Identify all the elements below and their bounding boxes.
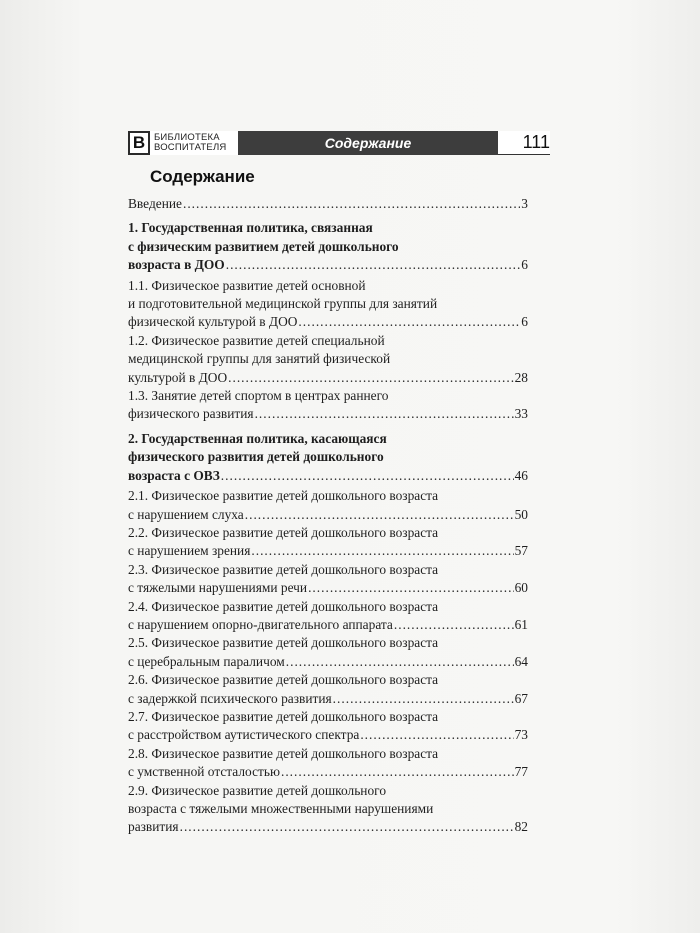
- toc-entry-line: возраста с ОВЗ: [128, 467, 220, 483]
- toc-page-number: 57: [514, 543, 528, 559]
- toc-section-1: [128, 219, 528, 274]
- series-name: [150, 131, 238, 155]
- toc-entry-line: с нарушением зрения: [128, 543, 251, 559]
- toc-entry-line: и подготовительной медицинской группы для занятий: [128, 296, 438, 312]
- toc-entry-1-2: [128, 332, 528, 387]
- toc-entry-line: 2.1. Физическое развитие детей дошкольного возраста: [128, 488, 439, 504]
- toc-entry-2-2: [128, 524, 528, 561]
- toc-page-number: 67: [514, 690, 528, 706]
- toc-entry-line: с тяжелыми нарушениями речи: [128, 580, 308, 596]
- toc-page-number: 60: [514, 580, 528, 596]
- toc-page-number: 64: [514, 653, 528, 669]
- toc-entry-line: 2.7. Физическое развитие детей дошкольного возраста: [128, 708, 439, 724]
- toc-entry-line: с физическим развитием детей дошкольного: [128, 238, 399, 254]
- toc-entry-line: культурой в ДОО: [128, 369, 228, 385]
- dot-leader: [298, 313, 520, 331]
- section-title-bar: [238, 131, 498, 155]
- toc-section-2: [128, 430, 528, 485]
- dot-leader: [308, 579, 514, 597]
- toc-entry-line: 2. Государственная политика, касающаяся: [128, 430, 387, 446]
- toc-entry-line: медицинской группы для занятий физической: [128, 351, 391, 367]
- toc-entry-line: физического развития детей дошкольного: [128, 449, 384, 465]
- toc-page-number: 28: [514, 369, 528, 385]
- toc-entry-2-6: [128, 671, 528, 708]
- toc-entry-line: 1. Государственная политика, связанная: [128, 220, 373, 236]
- toc-entry-2-9: [128, 782, 528, 837]
- toc-entry-2-7: [128, 708, 528, 745]
- dot-leader: [286, 653, 514, 671]
- dot-leader: [228, 369, 513, 387]
- toc-page-number: 3: [521, 196, 528, 211]
- toc-entry-title: Введение: [128, 196, 182, 211]
- toc-entry-line: 2.8. Физическое развитие детей дошкольного возраста: [128, 745, 439, 761]
- toc-page-number: 61: [514, 616, 528, 632]
- series-name-line2: ВОСПИТАТЕЛЯ: [154, 142, 227, 153]
- toc-entry-2-8: [128, 745, 528, 782]
- table-of-contents: [128, 195, 528, 837]
- toc-entry-line: физической культурой в ДОО: [128, 314, 298, 330]
- toc-page-number: 82: [514, 819, 528, 835]
- toc-entry-line: с церебральным параличом: [128, 653, 285, 669]
- toc-entry-line: с расстройством аутистического спектра: [128, 727, 360, 743]
- toc-entry-line: 2.6. Физическое развитие детей дошкольного возраста: [128, 672, 439, 688]
- toc-entry-line: с умственной отсталостью: [128, 764, 280, 780]
- toc-entry-line: 2.3. Физическое развитие детей дошкольного возраста: [128, 561, 439, 577]
- dot-leader: [255, 405, 514, 423]
- toc-entry-2-5: [128, 634, 528, 671]
- toc-entry-line: 1.2. Физическое развитие детей специальной: [128, 332, 385, 348]
- dot-leader: [180, 818, 514, 836]
- page-number: 111: [498, 131, 550, 155]
- series-name-line1: БИБЛИОТЕКА: [154, 132, 220, 143]
- toc-entry-line: 2.4. Физическое развитие детей дошкольного возраста: [128, 598, 439, 614]
- toc-entry-line: 2.9. Физическое развитие детей дошкольного: [128, 782, 387, 798]
- toc-entry-intro: [128, 195, 528, 213]
- toc-entry-2-4: [128, 598, 528, 635]
- toc-entry-line: с нарушением слуха: [128, 506, 244, 522]
- dot-leader: [360, 726, 513, 744]
- toc-page-number: 6: [521, 314, 528, 330]
- toc-entry-line: 2.5. Физическое развитие детей дошкольного возраста: [128, 635, 439, 651]
- toc-entry-2-1: [128, 487, 528, 524]
- dot-leader: [226, 256, 521, 274]
- toc-page-number: 46: [514, 467, 528, 483]
- toc-entry-2-3: [128, 561, 528, 598]
- toc-entry-line: 1.1. Физическое развитие детей основной: [128, 277, 366, 293]
- toc-entry-line: развития: [128, 819, 179, 835]
- toc-entry-line: с нарушением опорно-двигательного аппарата: [128, 616, 393, 632]
- toc-page-number: 73: [514, 727, 528, 743]
- toc-entry-line: возраста в ДОО: [128, 257, 225, 273]
- toc-entry-line: 1.3. Занятие детей спортом в центрах раннего: [128, 388, 389, 404]
- dot-leader: [183, 195, 520, 213]
- dot-leader: [245, 506, 514, 524]
- toc-page-number: 77: [514, 764, 528, 780]
- page-heading: Содержание: [150, 167, 255, 186]
- toc-entry-line: физического развития: [128, 406, 254, 422]
- toc-page-number: 6: [521, 257, 528, 273]
- toc-entry-1-3: [128, 387, 528, 424]
- toc-entry-line: 2.2. Физическое развитие детей дошкольного возраста: [128, 524, 439, 540]
- toc-entry-line: возраста с тяжелыми множественными нарушениями: [128, 801, 434, 816]
- toc-entry-line: с задержкой психического развития: [128, 690, 332, 706]
- series-logo: В: [128, 131, 150, 155]
- toc-page-number: 33: [514, 406, 528, 422]
- dot-leader: [221, 467, 514, 485]
- dot-leader: [281, 763, 514, 781]
- dot-leader: [251, 542, 513, 560]
- section-title: Содержание: [324, 135, 412, 151]
- running-header: [128, 131, 550, 155]
- toc-entry-1-1: [128, 277, 528, 332]
- dot-leader: [394, 616, 514, 634]
- toc-page-number: 50: [514, 506, 528, 522]
- dot-leader: [333, 690, 514, 708]
